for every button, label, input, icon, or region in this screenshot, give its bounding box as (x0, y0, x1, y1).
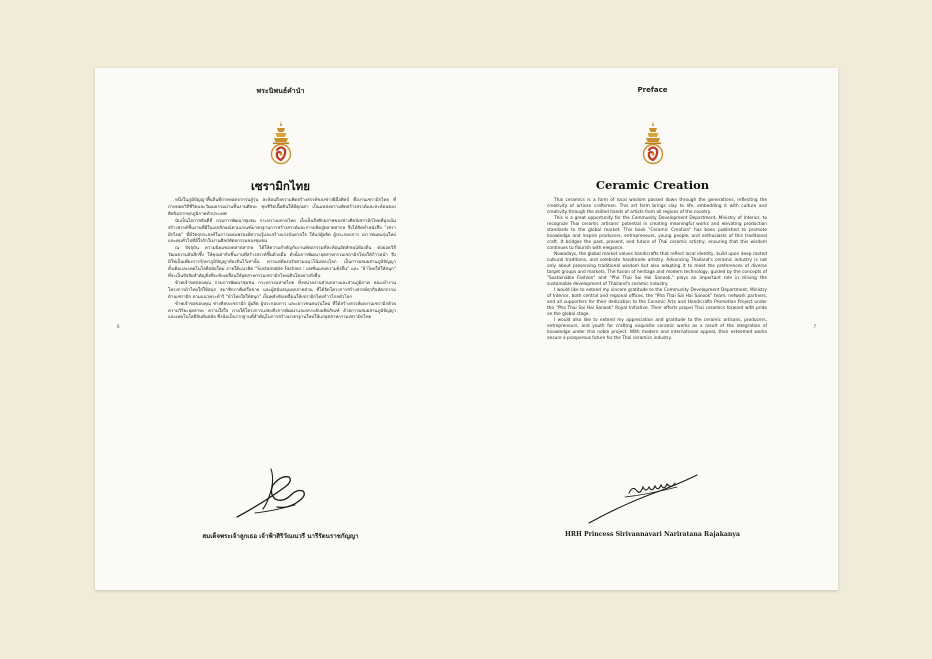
paragraph: This is a great opportunity for the Community Development Department, Ministry of Interior, to recognize Thai ceramic artisans' potential in creating meaningful works and elevating production standards to the global market. This book "Ceramic Creation" has been published to promote knowledge and inspire producers, entrepreneurs, young people, and enthusiasts of this traditional craft. It bridges the past, present, and future of Thai ceramic artistry, ensuring that this wisdom continues to flourish with elegance. (547, 216, 767, 251)
paragraph: ณ ปัจจุบัน ความนิยมของตลาดสากล ได้ให้ความสำคัญกับงานหัตถกรรมที่สะท้อนอัตลักษณ์ท้องถิ่น ต่อยอดวิถีวัฒนธรรมอันลึกซึ้ง ให้คุณค่ากับชิ้นงานที่สร้างสรรค์ขึ้นด้วยมือ ดังนั้นการพัฒนาอุตสาหกรรมเซรามิกไทยให้ก้าวหน้า จึงมิใช่เป็นเพียงการรักษาภูมิปัญญาท้องถิ่นไว้เท่านั้น หากแต่ต้องปรับตามแนวโน้มของโลก เป็นการผสมผสานภูมิปัญญาดั้งเดิมและเทคโนโลยีสมัยใหม่ ภายใต้แนวคิด “Sustainable Fashion : แฟชั่นแห่งความยั่งยืน” และ “ผ้าไทยใส่ให้สนุก” ที่จะเป็นปัจจัยสำคัญยิ่งที่จะขับเคลื่อนให้อุตสาหกรรมเซรามิกไทยเติบโตอย่างยั่งยืน (168, 246, 396, 279)
signature-icon (233, 461, 313, 521)
paragraph: I would also like to extend my appreciation and gratitude to the ceramic artisans, producers, entrepreneurs, and youth for crafting exquisite ceramic works as a result of the integration of knowledge under this noble project. With modern and international appeal, their esteemed works ensure a prosperous future for the Thai ceramics industry. (547, 318, 767, 341)
paragraph: ข้าพเจ้าขอขอบคุณ ช่างศิลปะเซรามิก ผู้ผลิต ผู้ประกอบการ และเยาวชนคนรุ่นใหม่ ที่ได้สร้างสรรค์ผลงานเซรามิกด้วยความวิริยะอุตสาหะ ความใส่ใจ ภายใต้โครงการแสดงถึงการพัฒนาและยกระดับผลิตภัณฑ์ ด้วยการผสมผสานภูมิปัญญาและเทคโนโลยีอันทันสมัย ซึ่งนับเป็นรากฐานที่สำคัญในการสร้างมาตรฐานใหม่ให้แก่อุตสาหกรรมเซรามิกไทย (168, 301, 396, 321)
paragraph: I would like to extend my sincere gratitude to the Community Development Department, Ministry of Interior, both central and regional offices, the "Pha Thai Sai Hai Sanook" team, network partners, and all supporters for their dedication to the Ceramic Arts and Handicrafts Promotion Project under the "Pha Thai Sai Hai Sanook" Royal Initiative. Their efforts propel Thai ceramics forward with pride on the global stage. (547, 288, 767, 317)
page-title: Ceramic Creation (595, 178, 710, 192)
signature-icon (585, 467, 715, 527)
page-header: Preface (637, 86, 668, 94)
book-spread (95, 68, 838, 590)
left-page (95, 68, 466, 590)
paragraph: Nowadays, the global market values handicrafts that reflect local identity, build upon deep rooted cultural traditions, and celebrate handmade artistry. Advancing Thailand's ceramic industry is not only about preserving traditional wisdom but also adapting it to meet the preferences of diverse target groups and markets. The fusion of heritage and modern technology, guided by the concepts of "Sustainable Fashion" and "Pha Thai Sai Hai Sanook," plays an important role in driving the sustainable development of Thailand's ceramic industry. (547, 252, 767, 287)
paragraph: Thai ceramics is a form of local wisdom passed down through the generations, reflecting the creativity of artisan craftsmen. This art form brings clay to life, embedding it with culture and creativity through the skilled hands of artists from all regions of the country. (547, 198, 767, 215)
page-number: 7 (813, 324, 816, 329)
paragraph: หนึ่งในภูมิปัญญาพื้นถิ่นที่ถ่ายทอดจากรุ่นสู่รุ่น สะท้อนถึงความคิดสร้างสรรค์ของช่างฝีมือศิลป์ คืองานเซรามิกไทย ที่ถ่ายทอดวิถีชีวิตและวัฒนธรรมผ่านชิ้นงานศิลปะ ชุบชีวิตเนื้อดินให้มีคุณค่า เป็นแหล่งความคิดสร้างสรรค์และสะท้อนของศิลปินจากทุกภูมิภาคทั่วประเทศ (168, 198, 396, 217)
royal-emblem-icon (268, 120, 294, 166)
right-page (467, 68, 838, 590)
page-number: 6 (117, 324, 120, 329)
page-title: เซรามิกไทย (250, 179, 311, 193)
page-header: พระนิพนธ์คำนำ (256, 87, 305, 95)
royal-emblem-icon (640, 120, 666, 166)
signatory-name: สมเด็จพระเจ้าลูกเธอ เจ้าฟ้าสิริวัณณวรี นารีรัตนราชกัญญา (202, 533, 359, 540)
preface-body (168, 198, 396, 322)
paragraph: ข้าพเจ้าขอขอบคุณ กรมการพัฒนาชุมชน กระทรวงมหาดไทย ทั้งหน่วยงานส่วนกลางและส่วนภูมิภาค คณะทำงานโครงการผ้าไทยใส่ให้สนุก สมาชิกภาคีเครือข่าย และผู้สนับสนุนทุกภาคส่วน ที่ได้จัดโครงการสร้างสรรค์ธุรกิจหัตถกรรม ด้านเซรามิก ตามแนวพระดำริ “ผ้าไทยใส่ให้สนุก” เป็นพลังขับเคลื่อนให้เซรามิกไทยก้าวไกลทั่วโลก (168, 280, 396, 300)
paragraph: นับเป็นโอกาสอันดีที่ กรมการพัฒนาชุมชน กระทรวงมหาดไทย เล็งเห็นถึงศักยภาพของช่างศิลป์เซรามิกไทยที่มุ่งเน้นสร้างสรรค์ชิ้นงานที่มีในเอกลักษณ์ตามเกณฑ์มาตรฐานการสร้างสรรค์และการผลิตสู่ตลาดสากล จึงได้จัดทำหนังสือ “เซรามิกไทย” ที่มีวัตถุประสงค์ในการเผยแพร่องค์ความรู้และสร้างแรงบันดาลใจ ให้แก่ผู้ผลิต ผู้ประกอบการ เยาวชนคนรุ่นใหม่ และคนทั่วไปที่มีใจรักในงานศิลป์หัตถกรรมของชุมชน (168, 218, 396, 245)
signatory-name: HRH Princess Sirivannavari Nariratana Rajakanya (565, 531, 740, 538)
preface-body (547, 198, 767, 342)
